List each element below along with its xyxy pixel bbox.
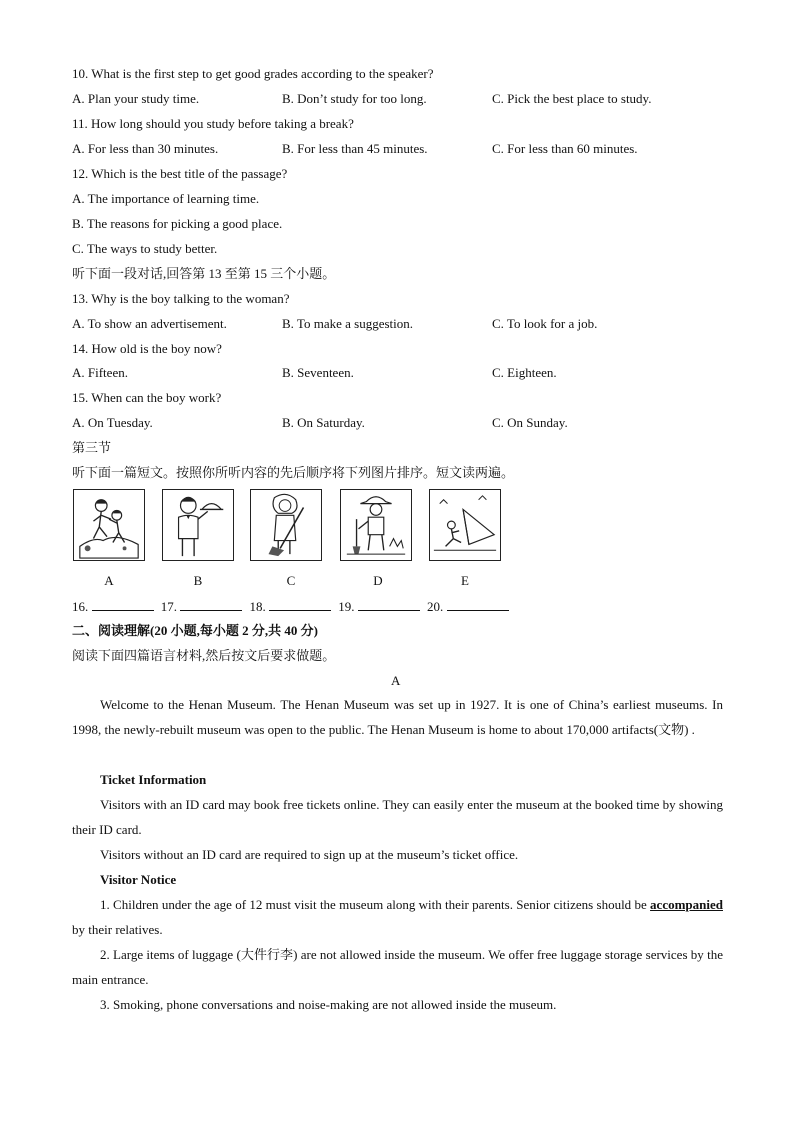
reading-instruction: 阅读下面四篇语言材料,然后按文后要求做题。 bbox=[72, 648, 336, 663]
digging-boy-icon bbox=[341, 490, 411, 560]
picture-label-d: D bbox=[373, 573, 383, 588]
notice-heading: Visitor Notice bbox=[100, 872, 177, 887]
answer-blank-20[interactable] bbox=[447, 598, 509, 611]
ticket-heading: Ticket Information bbox=[100, 772, 207, 787]
picture-b bbox=[162, 489, 234, 561]
q12-option-a: A. The importance of learning time. bbox=[72, 191, 260, 206]
question-12: 12. Which is the best title of the passage? bbox=[72, 166, 288, 181]
q11-option-b: B. For less than 45 minutes. bbox=[282, 141, 428, 156]
q12-option-c: C. The ways to study better. bbox=[72, 241, 218, 256]
q10-option-c: C. Pick the best place to study. bbox=[492, 91, 652, 106]
reading-section-title: 二、阅读理解(20 小题,每小题 2 分,共 40 分) bbox=[72, 623, 318, 638]
question-13: 13. Why is the boy talking to the woman? bbox=[72, 291, 290, 306]
section-3-title: 第三节 bbox=[72, 440, 112, 455]
underlined-word: accompanied bbox=[650, 897, 723, 912]
q14-option-b: B. Seventeen. bbox=[282, 365, 354, 380]
q15-option-a: A. On Tuesday. bbox=[72, 415, 153, 430]
picture-label-e: E bbox=[461, 573, 469, 588]
picture-e bbox=[429, 489, 501, 561]
notice-item-1 bbox=[72, 892, 723, 942]
q10-option-a: A. Plan your study time. bbox=[72, 91, 200, 106]
picture-label-b: B bbox=[193, 573, 203, 588]
notice-item-1-text: 1. Children under the age of 12 must visit the museum along with their parents. Senior citizens should be bbox=[100, 897, 651, 912]
picture-label-c: C bbox=[286, 573, 296, 588]
hiking-people-icon bbox=[74, 490, 144, 560]
passage-label: A bbox=[391, 673, 401, 688]
q12-option-b: B. The reasons for picking a good place. bbox=[72, 216, 283, 231]
section-3-instruction: 听下面一篇短文。按照你所听内容的先后顺序将下列图片排序。短文读两遍。 bbox=[72, 465, 515, 480]
q14-option-c: C. Eighteen. bbox=[492, 365, 557, 380]
q13-option-b: B. To make a suggestion. bbox=[282, 316, 414, 331]
answer-label-19: 19. bbox=[338, 599, 355, 614]
q13-option-c: C. To look for a job. bbox=[492, 316, 598, 331]
answer-label-20: 20. bbox=[427, 599, 444, 614]
picture-c bbox=[250, 489, 322, 561]
camping-tent-icon bbox=[430, 490, 500, 560]
notice-item-1-end: by their relatives. bbox=[72, 922, 163, 937]
dialogue-instruction: 听下面一段对话,回答第 13 至第 15 三个小题。 bbox=[72, 266, 336, 281]
answer-blanks-row bbox=[72, 598, 513, 615]
answer-blank-16[interactable] bbox=[92, 598, 154, 611]
question-11: 11. How long should you study before taking a break? bbox=[72, 116, 354, 131]
picture-label-a: A bbox=[104, 573, 114, 588]
question-10: 10. What is the first step to get good grades according to the speaker? bbox=[72, 66, 434, 81]
passage-intro: Welcome to the Henan Museum. The Henan Museum was set up in 1927. It is one of China’s earliest museums. In 1998, the newly-rebuilt museum was open to the public. The Henan Museum is home to about 170,000 artifacts(文物) . bbox=[72, 697, 723, 737]
answer-blank-19[interactable] bbox=[358, 598, 420, 611]
q10-option-b: B. Don’t study for too long. bbox=[282, 91, 427, 106]
q13-option-a: A. To show an advertisement. bbox=[72, 316, 227, 331]
question-14: 14. How old is the boy now? bbox=[72, 341, 222, 356]
ticket-paragraph-1: Visitors with an ID card may book free tickets online. They can easily enter the museum at the booked time by showing their ID card. bbox=[72, 797, 723, 837]
notice-item-2: 2. Large items of luggage (大件行李) are not allowed inside the museum. We offer free luggage storage services by the main entrance. bbox=[72, 947, 723, 987]
picture-a bbox=[73, 489, 145, 561]
q11-option-a: A. For less than 30 minutes. bbox=[72, 141, 219, 156]
picture-d bbox=[340, 489, 412, 561]
q11-option-c: C. For less than 60 minutes. bbox=[492, 141, 638, 156]
notice-item-3: 3. Smoking, phone conversations and noise-making are not allowed inside the museum. bbox=[100, 997, 557, 1012]
q15-option-c: C. On Sunday. bbox=[492, 415, 568, 430]
waiter-icon bbox=[163, 490, 233, 560]
question-15: 15. When can the boy work? bbox=[72, 390, 222, 405]
answer-blank-17[interactable] bbox=[180, 598, 242, 611]
answer-blank-18[interactable] bbox=[269, 598, 331, 611]
ticket-paragraph-2: Visitors without an ID card are required to sign up at the museum’s ticket office. bbox=[100, 847, 519, 862]
answer-label-16: 16. bbox=[72, 599, 89, 614]
answer-label-18: 18. bbox=[249, 599, 266, 614]
answer-label-17: 17. bbox=[160, 599, 177, 614]
sweeping-girl-icon bbox=[251, 490, 321, 560]
q14-option-a: A. Fifteen. bbox=[72, 365, 128, 380]
q15-option-b: B. On Saturday. bbox=[282, 415, 365, 430]
